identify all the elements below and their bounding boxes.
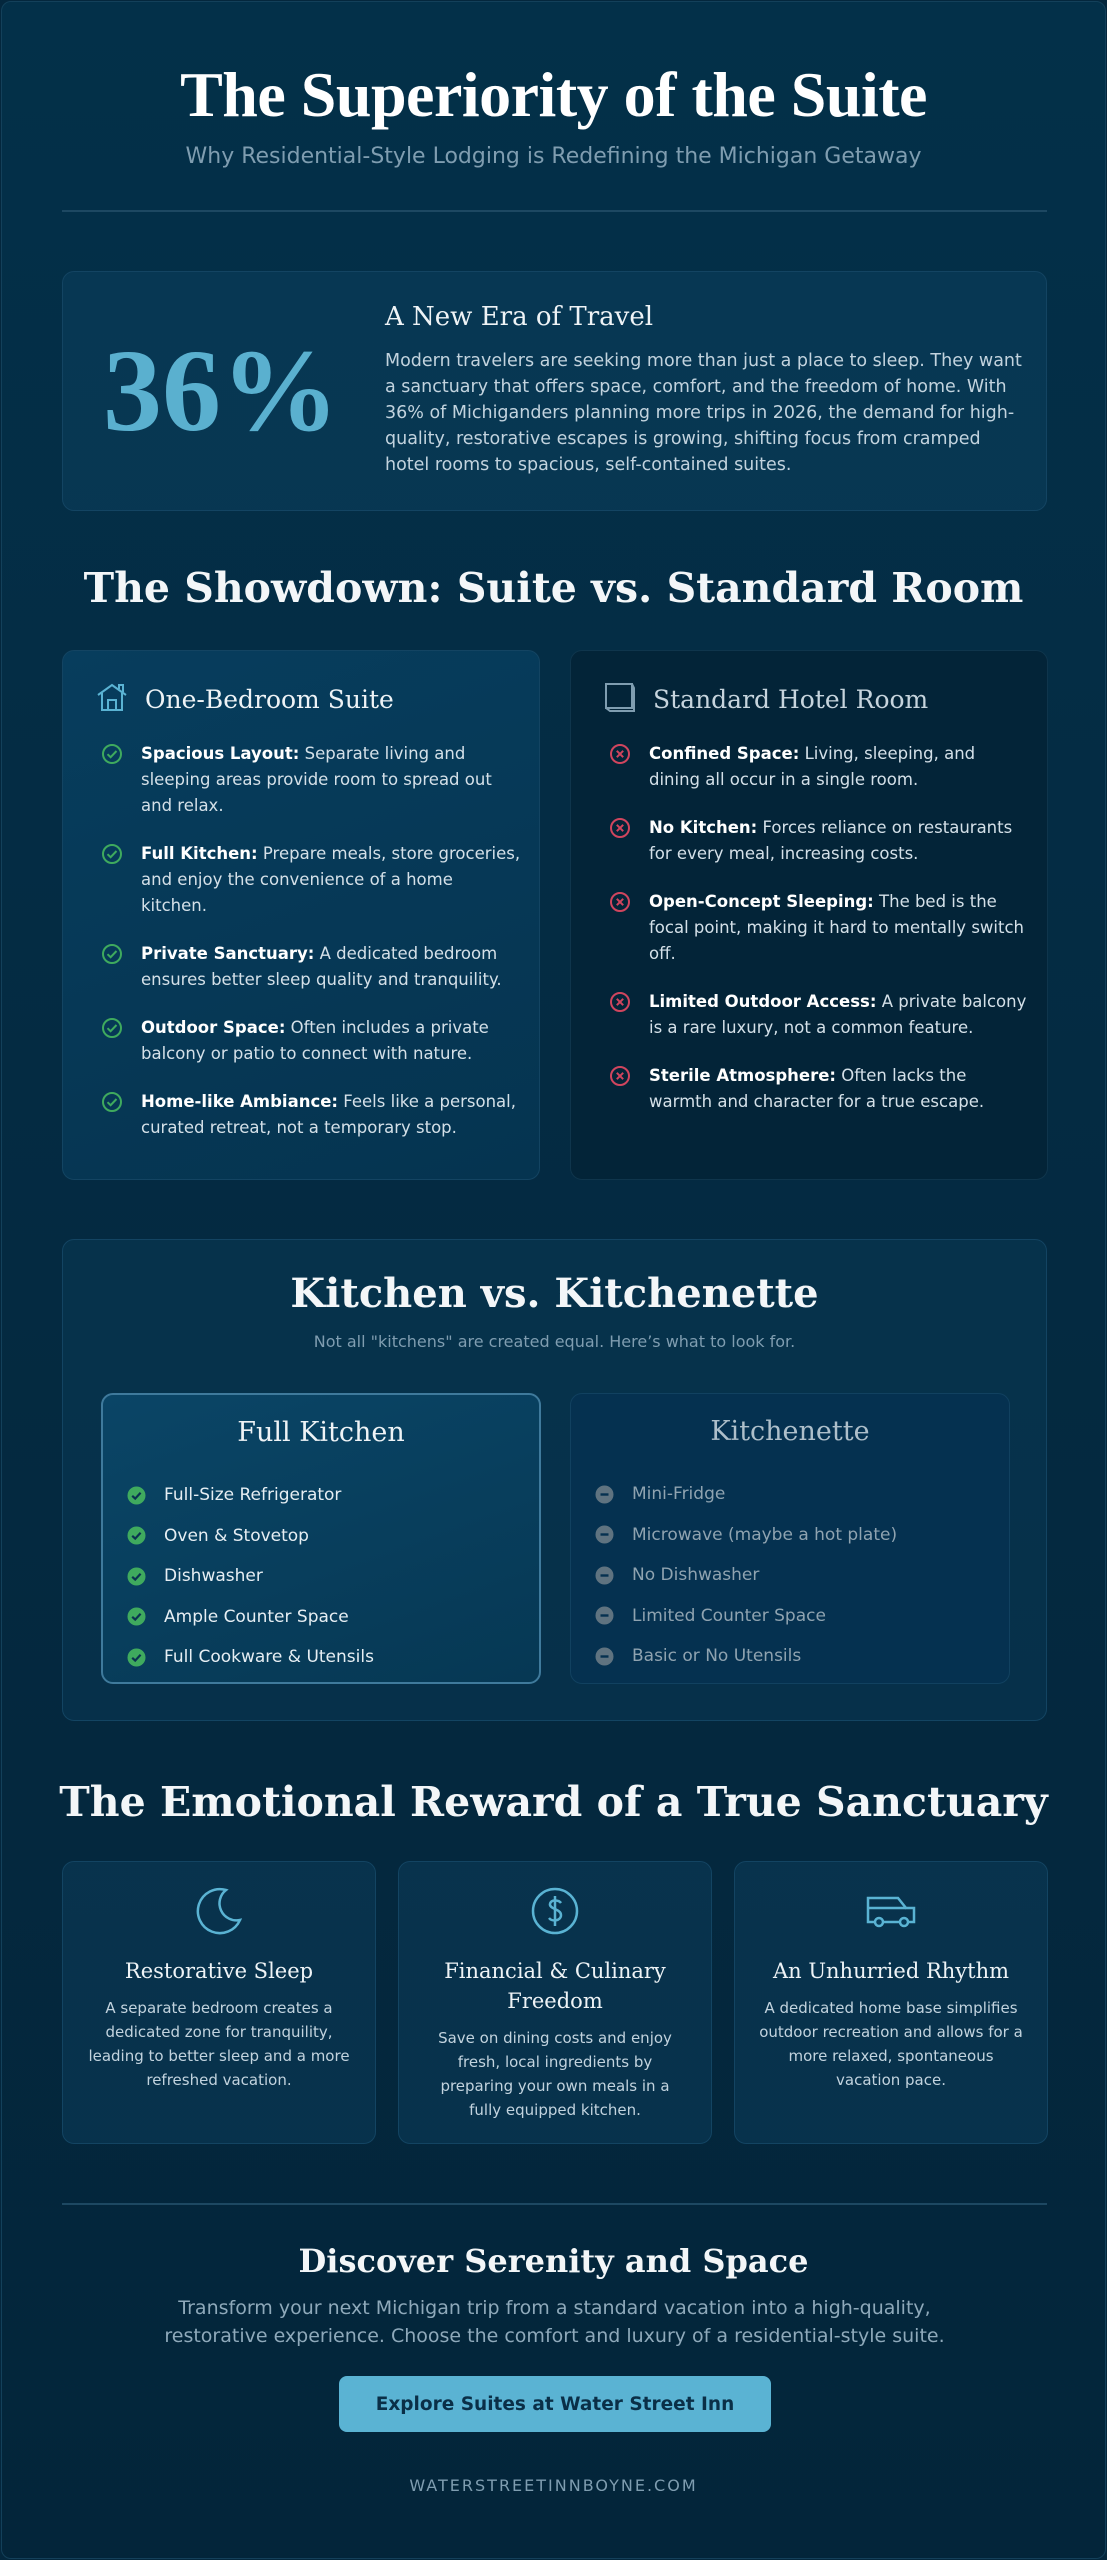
item-text: Full Cookware & Utensils bbox=[164, 1647, 374, 1668]
check-icon bbox=[127, 1567, 146, 1586]
kitchenette-heading: Kitchenette bbox=[710, 1416, 870, 1447]
list-item bbox=[101, 1089, 521, 1141]
kitchen-subtitle: Not all "kitchens" are created equal. Here’s what to look for. bbox=[313, 1332, 796, 1351]
list-item bbox=[127, 1597, 374, 1638]
suite-heading: One-Bedroom Suite bbox=[145, 684, 394, 714]
item-text: A private balcony is a rare luxury, not a common feature. bbox=[649, 992, 1027, 1037]
kitchen-title: Kitchen vs. Kitchenette bbox=[290, 1270, 819, 1317]
divider bbox=[62, 210, 1047, 212]
item-text: Separate living and sleeping areas provide room to spread out and relax. bbox=[141, 744, 492, 815]
kitchenette-list bbox=[595, 1474, 897, 1677]
list-item bbox=[127, 1516, 374, 1557]
list-item bbox=[101, 1015, 521, 1067]
item-label: Spacious Layout: bbox=[141, 744, 300, 763]
stat-card bbox=[62, 271, 1047, 511]
kitchenette-card bbox=[570, 1393, 1010, 1684]
item-label: Sterile Atmosphere: bbox=[649, 1066, 837, 1085]
footer-url[interactable]: WATERSTREETINNBOYNE.COM bbox=[409, 2476, 698, 2495]
item-label: No Kitchen: bbox=[649, 818, 758, 837]
item-label: Confined Space: bbox=[649, 744, 800, 763]
house-icon bbox=[95, 681, 129, 717]
item-text: No Dishwasher bbox=[632, 1565, 760, 1586]
kitchen-section bbox=[62, 1239, 1047, 1721]
stat-body: Modern travelers are seeking more than just a place to sleep. They want a sanctuary that offers space, comfort, and the freedom of home. With 36% of Michiganders planning more trips in 2026, the demand for high-quality, restorative escapes is growing, shifting focus from cramped hotel rooms to spacious, self-contained suites. bbox=[385, 351, 1022, 475]
item-text: Feels like a personal, curated retreat, not a temporary stop. bbox=[141, 1092, 516, 1137]
page-subtitle: Why Residential-Style Lodging is Redefining the Michigan Getaway bbox=[185, 144, 922, 169]
list-item bbox=[609, 815, 1029, 867]
rewards-title: The Emotional Reward of a True Sanctuary bbox=[59, 1778, 1048, 1826]
check-icon bbox=[127, 1648, 146, 1667]
reward-body: A dedicated home base simplifies outdoor recreation and allows for a more relaxed, spontaneous vacation pace. bbox=[759, 1999, 1023, 2089]
item-text: Often lacks the warmth and character for a true escape. bbox=[649, 1066, 985, 1111]
list-item bbox=[595, 1596, 897, 1637]
item-label: Limited Outdoor Access: bbox=[649, 992, 877, 1011]
item-label: Private Sanctuary: bbox=[141, 944, 315, 963]
explore-suites-button[interactable]: Explore Suites at Water Street Inn bbox=[339, 2376, 771, 2432]
list-item bbox=[595, 1515, 897, 1556]
check-circle-icon bbox=[101, 1091, 123, 1141]
item-label: Home-like Ambiance: bbox=[141, 1092, 339, 1111]
check-icon bbox=[127, 1607, 146, 1626]
item-text: Full-Size Refrigerator bbox=[164, 1485, 342, 1506]
list-item bbox=[101, 841, 521, 919]
page-title: The Superiority of the Suite bbox=[180, 59, 927, 130]
list-item bbox=[609, 1063, 1029, 1115]
list-item bbox=[595, 1555, 897, 1596]
reward-body: A separate bedroom creates a dedicated zone for tranquility, leading to better sleep and a more refreshed vacation. bbox=[88, 1999, 350, 2089]
item-text: The bed is the focal point, making it hard to mentally switch off. bbox=[649, 892, 1024, 963]
room-icon bbox=[603, 681, 637, 717]
list-item bbox=[101, 941, 521, 993]
check-circle-icon bbox=[101, 743, 123, 819]
check-icon bbox=[127, 1526, 146, 1545]
check-circle-icon bbox=[101, 843, 123, 919]
list-item bbox=[595, 1636, 897, 1677]
item-text: Mini-Fridge bbox=[632, 1484, 726, 1505]
list-item bbox=[127, 1556, 374, 1597]
full-kitchen-heading: Full Kitchen bbox=[237, 1417, 405, 1448]
full-kitchen-card bbox=[101, 1393, 541, 1684]
reward-title: Restorative Sleep bbox=[124, 1959, 314, 1983]
item-text: Limited Counter Space bbox=[632, 1605, 826, 1626]
list-item bbox=[609, 989, 1029, 1041]
list-item bbox=[101, 741, 521, 819]
van-icon bbox=[862, 1884, 920, 1942]
reward-card-sleep bbox=[62, 1861, 376, 2144]
minus-icon bbox=[595, 1647, 614, 1666]
list-item bbox=[609, 741, 1029, 793]
stat-value: 36% bbox=[103, 325, 339, 456]
list-item bbox=[609, 889, 1029, 967]
reward-title: Financial & Culinary Freedom bbox=[444, 1959, 666, 2013]
check-circle-icon bbox=[101, 943, 123, 993]
suite-feature-list bbox=[101, 741, 521, 1163]
moon-icon bbox=[192, 1884, 246, 1942]
x-circle-icon bbox=[609, 817, 631, 867]
minus-icon bbox=[595, 1566, 614, 1585]
item-text: Oven & Stovetop bbox=[164, 1525, 309, 1546]
item-text: A dedicated bedroom ensures better sleep quality and tranquility. bbox=[141, 944, 502, 989]
x-circle-icon bbox=[609, 743, 631, 793]
item-label: Open-Concept Sleeping: bbox=[649, 892, 874, 911]
minus-icon bbox=[595, 1525, 614, 1544]
item-text: Microwave (maybe a hot plate) bbox=[632, 1524, 898, 1545]
item-text: Dishwasher bbox=[164, 1566, 263, 1587]
standard-room-card bbox=[570, 650, 1048, 1180]
item-label: Outdoor Space: bbox=[141, 1018, 286, 1037]
item-label: Full Kitchen: bbox=[141, 844, 258, 863]
reward-body: Save on dining costs and enjoy fresh, local ingredients by preparing your own meals in a fully equipped kitchen. bbox=[438, 2029, 672, 2119]
item-text: Ample Counter Space bbox=[164, 1606, 349, 1627]
standard-drawback-list bbox=[609, 741, 1029, 1137]
cta-body: Transform your next Michigan trip from a standard vacation into a high-quality, restorative experience. Choose the comfort and luxury of a residential-style suite. bbox=[164, 2297, 945, 2347]
x-circle-icon bbox=[609, 1065, 631, 1115]
item-text: Forces reliance on restaurants for every meal, increasing costs. bbox=[649, 818, 1013, 863]
check-circle-icon bbox=[101, 1017, 123, 1067]
reward-title: An Unhurried Rhythm bbox=[772, 1959, 1010, 1983]
showdown-title: The Showdown: Suite vs. Standard Room bbox=[83, 564, 1024, 612]
check-icon bbox=[127, 1486, 146, 1505]
item-text: Living, sleeping, and dining all occur in a single room. bbox=[649, 744, 976, 789]
item-text: Prepare meals, store groceries, and enjoy the convenience of a home kitchen. bbox=[141, 844, 521, 915]
divider bbox=[62, 2203, 1047, 2205]
stat-title: A New Era of Travel bbox=[385, 302, 654, 332]
reward-card-rhythm bbox=[734, 1861, 1048, 2144]
infographic-page bbox=[1, 1, 1106, 2559]
list-item bbox=[127, 1637, 374, 1678]
minus-icon bbox=[595, 1485, 614, 1504]
suite-card bbox=[62, 650, 540, 1180]
item-text: Often includes a private balcony or patio to connect with nature. bbox=[141, 1018, 489, 1063]
reward-card-financial bbox=[398, 1861, 712, 2144]
list-item bbox=[127, 1475, 374, 1516]
x-circle-icon bbox=[609, 891, 631, 967]
dollar-icon bbox=[528, 1884, 582, 1942]
item-text: Basic or No Utensils bbox=[632, 1646, 802, 1667]
standard-heading: Standard Hotel Room bbox=[653, 684, 929, 714]
list-item bbox=[595, 1474, 897, 1515]
full-kitchen-list bbox=[127, 1475, 374, 1678]
x-circle-icon bbox=[609, 991, 631, 1041]
cta-title: Discover Serenity and Space bbox=[298, 2242, 809, 2280]
minus-icon bbox=[595, 1606, 614, 1625]
